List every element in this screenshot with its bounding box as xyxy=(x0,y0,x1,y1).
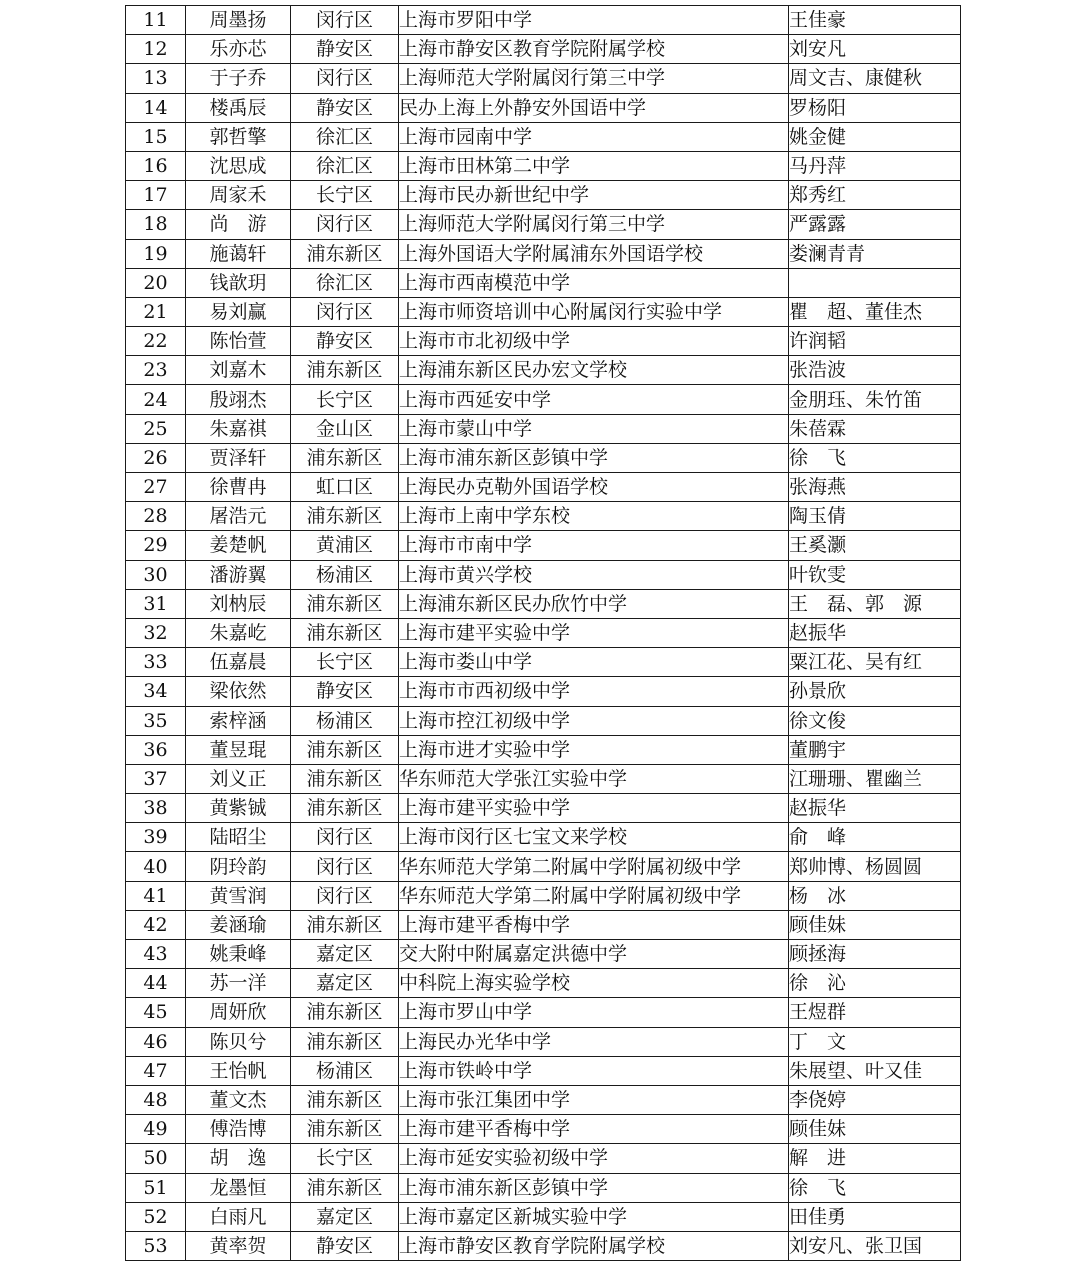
school-cell: 上海市嘉定区新城实验中学 xyxy=(399,1202,789,1231)
serial-number-cell: 22 xyxy=(126,327,186,356)
serial-number-cell: 39 xyxy=(126,823,186,852)
teacher-cell: 刘安凡 xyxy=(789,35,961,64)
serial-number-cell: 36 xyxy=(126,735,186,764)
district-cell: 浦东新区 xyxy=(291,910,399,939)
school-cell: 上海市黄兴学校 xyxy=(399,560,789,589)
teacher-cell: 马丹萍 xyxy=(789,151,961,180)
table-row xyxy=(126,181,961,210)
table-row xyxy=(126,443,961,472)
student-name-cell: 易刘赢 xyxy=(186,297,291,326)
school-cell: 上海市张江集团中学 xyxy=(399,1085,789,1114)
district-cell: 浦东新区 xyxy=(291,618,399,647)
district-cell: 嘉定区 xyxy=(291,969,399,998)
serial-number-cell: 44 xyxy=(126,969,186,998)
serial-number-cell: 32 xyxy=(126,618,186,647)
serial-number-cell: 49 xyxy=(126,1115,186,1144)
district-cell: 浦东新区 xyxy=(291,356,399,385)
table-row xyxy=(126,35,961,64)
teacher-cell: 张浩波 xyxy=(789,356,961,385)
district-cell: 徐汇区 xyxy=(291,122,399,151)
district-cell: 静安区 xyxy=(291,93,399,122)
serial-number-cell: 14 xyxy=(126,93,186,122)
student-name-cell: 徐曹冉 xyxy=(186,473,291,502)
teacher-cell: 王 磊、郭 源 xyxy=(789,589,961,618)
serial-number-cell: 24 xyxy=(126,385,186,414)
table-row xyxy=(126,881,961,910)
district-cell: 闵行区 xyxy=(291,881,399,910)
school-cell: 上海市罗阳中学 xyxy=(399,6,789,35)
student-name-cell: 龙墨恒 xyxy=(186,1173,291,1202)
serial-number-cell: 19 xyxy=(126,239,186,268)
school-cell: 上海市建平香梅中学 xyxy=(399,910,789,939)
student-name-cell: 索梓涵 xyxy=(186,706,291,735)
school-cell: 上海市上南中学东校 xyxy=(399,502,789,531)
school-cell: 上海市市南中学 xyxy=(399,531,789,560)
district-cell: 虹口区 xyxy=(291,473,399,502)
serial-number-cell: 46 xyxy=(126,1027,186,1056)
district-cell: 浦东新区 xyxy=(291,1085,399,1114)
school-cell: 上海市娄山中学 xyxy=(399,648,789,677)
school-cell: 上海浦东新区民办宏文学校 xyxy=(399,356,789,385)
student-name-cell: 施蔼轩 xyxy=(186,239,291,268)
teacher-cell: 董鹏宇 xyxy=(789,735,961,764)
table-row xyxy=(126,998,961,1027)
school-cell: 上海市师资培训中心附属闵行实验中学 xyxy=(399,297,789,326)
school-cell: 上海民办克勒外国语学校 xyxy=(399,473,789,502)
district-cell: 闵行区 xyxy=(291,823,399,852)
teacher-cell: 解 进 xyxy=(789,1144,961,1173)
serial-number-cell: 41 xyxy=(126,881,186,910)
serial-number-cell: 29 xyxy=(126,531,186,560)
student-name-cell: 姜楚帆 xyxy=(186,531,291,560)
school-cell: 上海市建平香梅中学 xyxy=(399,1115,789,1144)
student-name-cell: 梁依然 xyxy=(186,677,291,706)
serial-number-cell: 48 xyxy=(126,1085,186,1114)
student-name-cell: 朱嘉祺 xyxy=(186,414,291,443)
school-cell: 上海浦东新区民办欣竹中学 xyxy=(399,589,789,618)
teacher-cell: 许润韬 xyxy=(789,327,961,356)
school-cell: 上海市市北初级中学 xyxy=(399,327,789,356)
district-cell: 浦东新区 xyxy=(291,735,399,764)
student-name-cell: 黄紫铖 xyxy=(186,794,291,823)
district-cell: 静安区 xyxy=(291,327,399,356)
teacher-cell: 顾佳妹 xyxy=(789,1115,961,1144)
school-cell: 上海外国语大学附属浦东外国语学校 xyxy=(399,239,789,268)
district-cell: 黄浦区 xyxy=(291,531,399,560)
serial-number-cell: 38 xyxy=(126,794,186,823)
teacher-cell: 罗杨阳 xyxy=(789,93,961,122)
teacher-cell: 瞿 超、董佳杰 xyxy=(789,297,961,326)
table-row xyxy=(126,1202,961,1231)
district-cell: 金山区 xyxy=(291,414,399,443)
serial-number-cell: 51 xyxy=(126,1173,186,1202)
table-row xyxy=(126,1144,961,1173)
district-cell: 浦东新区 xyxy=(291,589,399,618)
serial-number-cell: 11 xyxy=(126,6,186,35)
serial-number-cell: 16 xyxy=(126,151,186,180)
teacher-cell: 俞 峰 xyxy=(789,823,961,852)
student-name-cell: 周墨扬 xyxy=(186,6,291,35)
district-cell: 闵行区 xyxy=(291,6,399,35)
school-cell: 华东师范大学张江实验中学 xyxy=(399,764,789,793)
school-cell: 民办上海上外静安外国语中学 xyxy=(399,93,789,122)
serial-number-cell: 47 xyxy=(126,1056,186,1085)
teacher-cell: 姚金健 xyxy=(789,122,961,151)
table-row xyxy=(126,502,961,531)
serial-number-cell: 15 xyxy=(126,122,186,151)
student-name-cell: 黄雪润 xyxy=(186,881,291,910)
table-row xyxy=(126,64,961,93)
table-row xyxy=(126,268,961,297)
teacher-cell: 王佳豪 xyxy=(789,6,961,35)
school-cell: 上海市园南中学 xyxy=(399,122,789,151)
school-cell: 上海市控江初级中学 xyxy=(399,706,789,735)
school-cell: 上海市蒙山中学 xyxy=(399,414,789,443)
district-cell: 长宁区 xyxy=(291,1144,399,1173)
table-row xyxy=(126,356,961,385)
table-row xyxy=(126,1056,961,1085)
table-row xyxy=(126,910,961,939)
student-name-cell: 刘枘辰 xyxy=(186,589,291,618)
district-cell: 徐汇区 xyxy=(291,268,399,297)
teacher-cell: 朱展望、叶又佳 xyxy=(789,1056,961,1085)
table-row xyxy=(126,706,961,735)
district-cell: 浦东新区 xyxy=(291,1027,399,1056)
teacher-cell: 赵振华 xyxy=(789,794,961,823)
table-row xyxy=(126,6,961,35)
table-row xyxy=(126,93,961,122)
serial-number-cell: 50 xyxy=(126,1144,186,1173)
student-name-cell: 潘游翼 xyxy=(186,560,291,589)
student-name-cell: 董文杰 xyxy=(186,1085,291,1114)
teacher-cell: 徐文俊 xyxy=(789,706,961,735)
student-name-cell: 沈思成 xyxy=(186,151,291,180)
teacher-cell: 江珊珊、瞿幽兰 xyxy=(789,764,961,793)
table-row xyxy=(126,618,961,647)
student-name-cell: 陈怡萱 xyxy=(186,327,291,356)
serial-number-cell: 28 xyxy=(126,502,186,531)
district-cell: 杨浦区 xyxy=(291,1056,399,1085)
student-name-cell: 苏一洋 xyxy=(186,969,291,998)
district-cell: 长宁区 xyxy=(291,385,399,414)
teacher-cell: 王煜群 xyxy=(789,998,961,1027)
table-row xyxy=(126,589,961,618)
table-row xyxy=(126,385,961,414)
table-row xyxy=(126,823,961,852)
teacher-cell: 顾佳妹 xyxy=(789,910,961,939)
table-row xyxy=(126,297,961,326)
district-cell: 闵行区 xyxy=(291,297,399,326)
table-row xyxy=(126,560,961,589)
teacher-cell: 徐 飞 xyxy=(789,1173,961,1202)
serial-number-cell: 26 xyxy=(126,443,186,472)
table-row xyxy=(126,122,961,151)
teacher-cell: 徐 沁 xyxy=(789,969,961,998)
district-cell: 静安区 xyxy=(291,1231,399,1260)
district-cell: 嘉定区 xyxy=(291,940,399,969)
teacher-cell: 郑秀红 xyxy=(789,181,961,210)
table-row xyxy=(126,531,961,560)
student-name-cell: 朱嘉屹 xyxy=(186,618,291,647)
district-cell: 浦东新区 xyxy=(291,794,399,823)
school-cell: 上海市浦东新区彭镇中学 xyxy=(399,443,789,472)
student-name-cell: 殷翊杰 xyxy=(186,385,291,414)
serial-number-cell: 12 xyxy=(126,35,186,64)
district-cell: 杨浦区 xyxy=(291,706,399,735)
student-name-cell: 刘嘉木 xyxy=(186,356,291,385)
student-name-cell: 陆昭尘 xyxy=(186,823,291,852)
serial-number-cell: 40 xyxy=(126,852,186,881)
district-cell: 闵行区 xyxy=(291,210,399,239)
district-cell: 静安区 xyxy=(291,677,399,706)
roster-body xyxy=(126,6,961,1261)
district-cell: 杨浦区 xyxy=(291,560,399,589)
school-cell: 上海市市西初级中学 xyxy=(399,677,789,706)
teacher-cell: 严露露 xyxy=(789,210,961,239)
table-row xyxy=(126,764,961,793)
serial-number-cell: 37 xyxy=(126,764,186,793)
school-cell: 上海市建平实验中学 xyxy=(399,618,789,647)
school-cell: 上海市浦东新区彭镇中学 xyxy=(399,1173,789,1202)
table-row xyxy=(126,327,961,356)
table-row xyxy=(126,239,961,268)
serial-number-cell: 34 xyxy=(126,677,186,706)
table-row xyxy=(126,1173,961,1202)
table-row xyxy=(126,677,961,706)
teacher-cell: 娄澜青青 xyxy=(789,239,961,268)
teacher-cell: 陶玉倩 xyxy=(789,502,961,531)
serial-number-cell: 42 xyxy=(126,910,186,939)
student-name-cell: 陈贝兮 xyxy=(186,1027,291,1056)
teacher-cell: 周文吉、康健秋 xyxy=(789,64,961,93)
student-name-cell: 胡 逸 xyxy=(186,1144,291,1173)
teacher-cell: 顾拯海 xyxy=(789,940,961,969)
school-cell: 上海市田林第二中学 xyxy=(399,151,789,180)
teacher-cell: 赵振华 xyxy=(789,618,961,647)
student-name-cell: 黄率贺 xyxy=(186,1231,291,1260)
student-name-cell: 屠浩元 xyxy=(186,502,291,531)
district-cell: 浦东新区 xyxy=(291,764,399,793)
serial-number-cell: 30 xyxy=(126,560,186,589)
teacher-cell: 李侥婷 xyxy=(789,1085,961,1114)
student-name-cell: 于子乔 xyxy=(186,64,291,93)
teacher-cell: 郑帅博、杨圆圆 xyxy=(789,852,961,881)
student-name-cell: 阴玲韵 xyxy=(186,852,291,881)
teacher-cell: 徐 飞 xyxy=(789,443,961,472)
table-row xyxy=(126,735,961,764)
district-cell: 浦东新区 xyxy=(291,1115,399,1144)
district-cell: 长宁区 xyxy=(291,648,399,677)
teacher-cell: 粟江花、吴有红 xyxy=(789,648,961,677)
student-name-cell: 郭哲擎 xyxy=(186,122,291,151)
serial-number-cell: 53 xyxy=(126,1231,186,1260)
student-name-cell: 周妍欣 xyxy=(186,998,291,1027)
student-name-cell: 董昱琨 xyxy=(186,735,291,764)
district-cell: 浦东新区 xyxy=(291,239,399,268)
school-cell: 上海师范大学附属闵行第三中学 xyxy=(399,64,789,93)
district-cell: 浦东新区 xyxy=(291,998,399,1027)
serial-number-cell: 33 xyxy=(126,648,186,677)
school-cell: 上海市闵行区七宝文来学校 xyxy=(399,823,789,852)
school-cell: 上海市铁岭中学 xyxy=(399,1056,789,1085)
table-row xyxy=(126,852,961,881)
student-name-cell: 钱歆玥 xyxy=(186,268,291,297)
teacher-cell: 叶钦雯 xyxy=(789,560,961,589)
table-row xyxy=(126,473,961,502)
student-name-cell: 傅浩博 xyxy=(186,1115,291,1144)
school-cell: 上海市延安实验初级中学 xyxy=(399,1144,789,1173)
teacher-cell: 孙景欣 xyxy=(789,677,961,706)
serial-number-cell: 18 xyxy=(126,210,186,239)
school-cell: 上海民办光华中学 xyxy=(399,1027,789,1056)
school-cell: 华东师范大学第二附属中学附属初级中学 xyxy=(399,881,789,910)
student-name-cell: 尚 游 xyxy=(186,210,291,239)
teacher-cell: 丁 文 xyxy=(789,1027,961,1056)
district-cell: 浦东新区 xyxy=(291,443,399,472)
school-cell: 中科院上海实验学校 xyxy=(399,969,789,998)
school-cell: 上海市西南模范中学 xyxy=(399,268,789,297)
teacher-cell: 朱蓓霖 xyxy=(789,414,961,443)
serial-number-cell: 45 xyxy=(126,998,186,1027)
district-cell: 长宁区 xyxy=(291,181,399,210)
school-cell: 上海师范大学附属闵行第三中学 xyxy=(399,210,789,239)
serial-number-cell: 21 xyxy=(126,297,186,326)
serial-number-cell: 23 xyxy=(126,356,186,385)
teacher-cell: 张海燕 xyxy=(789,473,961,502)
serial-number-cell: 27 xyxy=(126,473,186,502)
table-row xyxy=(126,414,961,443)
student-name-cell: 伍嘉晨 xyxy=(186,648,291,677)
student-name-cell: 周家禾 xyxy=(186,181,291,210)
district-cell: 徐汇区 xyxy=(291,151,399,180)
teacher-cell: 田佳勇 xyxy=(789,1202,961,1231)
table-row xyxy=(126,1085,961,1114)
district-cell: 嘉定区 xyxy=(291,1202,399,1231)
serial-number-cell: 43 xyxy=(126,940,186,969)
teacher-cell: 王奚灏 xyxy=(789,531,961,560)
serial-number-cell: 25 xyxy=(126,414,186,443)
table-row xyxy=(126,1231,961,1260)
school-cell: 上海市静安区教育学院附属学校 xyxy=(399,1231,789,1260)
school-cell: 交大附中附属嘉定洪德中学 xyxy=(399,940,789,969)
school-cell: 上海市罗山中学 xyxy=(399,998,789,1027)
serial-number-cell: 31 xyxy=(126,589,186,618)
school-cell: 上海市西延安中学 xyxy=(399,385,789,414)
teacher-cell: 金朋珏、朱竹笛 xyxy=(789,385,961,414)
district-cell: 静安区 xyxy=(291,35,399,64)
table-row xyxy=(126,940,961,969)
table-row xyxy=(126,210,961,239)
table-row xyxy=(126,969,961,998)
student-name-cell: 楼禹辰 xyxy=(186,93,291,122)
school-cell: 上海市民办新世纪中学 xyxy=(399,181,789,210)
award-roster-table xyxy=(125,5,961,1261)
serial-number-cell: 20 xyxy=(126,268,186,297)
district-cell: 浦东新区 xyxy=(291,502,399,531)
table-row xyxy=(126,1115,961,1144)
table-row xyxy=(126,1027,961,1056)
student-name-cell: 王怡帆 xyxy=(186,1056,291,1085)
school-cell: 上海市进才实验中学 xyxy=(399,735,789,764)
school-cell: 华东师范大学第二附属中学附属初级中学 xyxy=(399,852,789,881)
student-name-cell: 姜涵瑜 xyxy=(186,910,291,939)
student-name-cell: 乐亦芯 xyxy=(186,35,291,64)
teacher-cell: 刘安凡、张卫国 xyxy=(789,1231,961,1260)
serial-number-cell: 35 xyxy=(126,706,186,735)
table-row xyxy=(126,648,961,677)
district-cell: 闵行区 xyxy=(291,852,399,881)
serial-number-cell: 17 xyxy=(126,181,186,210)
student-name-cell: 贾泽轩 xyxy=(186,443,291,472)
student-name-cell: 刘义正 xyxy=(186,764,291,793)
table-row xyxy=(126,151,961,180)
school-cell: 上海市静安区教育学院附属学校 xyxy=(399,35,789,64)
teacher-cell: 杨 冰 xyxy=(789,881,961,910)
table-row xyxy=(126,794,961,823)
student-name-cell: 白雨凡 xyxy=(186,1202,291,1231)
teacher-cell xyxy=(789,268,961,297)
district-cell: 闵行区 xyxy=(291,64,399,93)
serial-number-cell: 13 xyxy=(126,64,186,93)
student-name-cell: 姚秉峰 xyxy=(186,940,291,969)
serial-number-cell: 52 xyxy=(126,1202,186,1231)
school-cell: 上海市建平实验中学 xyxy=(399,794,789,823)
district-cell: 浦东新区 xyxy=(291,1173,399,1202)
